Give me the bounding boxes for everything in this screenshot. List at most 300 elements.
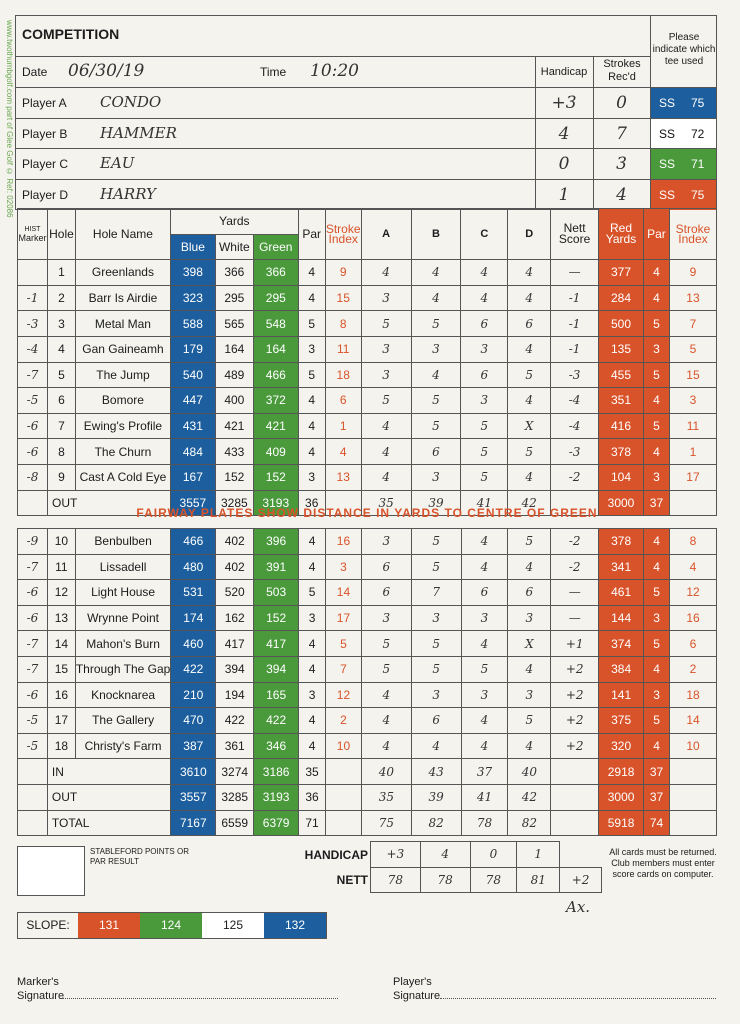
- hole-row: [18, 464, 717, 490]
- hole-number: 13: [47, 605, 75, 631]
- marker-score[interactable]: -7: [18, 656, 48, 682]
- score-d[interactable]: 4: [508, 388, 551, 414]
- hole-number: 15: [47, 656, 75, 682]
- score-b[interactable]: 3: [411, 682, 461, 708]
- score-d[interactable]: 3: [508, 682, 551, 708]
- score-b[interactable]: 4: [411, 260, 461, 286]
- hole-number: 8: [47, 439, 75, 465]
- player-strokes[interactable]: 7: [616, 123, 627, 144]
- sum-d[interactable]: 42: [508, 784, 551, 810]
- red-par: 5: [643, 311, 669, 337]
- red-yards: 141: [599, 682, 644, 708]
- red-par: 4: [644, 656, 670, 682]
- red-par: 4: [644, 733, 670, 759]
- nett-score[interactable]: -2: [551, 464, 599, 490]
- sum-si2-empty: [670, 759, 717, 785]
- score-a[interactable]: 4: [361, 682, 411, 708]
- marker-score[interactable]: -7: [18, 362, 48, 388]
- tee-box[interactable]: [651, 180, 716, 210]
- hole-name: Wrynne Point: [75, 605, 171, 631]
- red-par: 5: [644, 631, 670, 657]
- stroke-index: 10: [326, 733, 362, 759]
- handicap-nett-table: [370, 841, 602, 893]
- nett-score-total[interactable]: +2: [560, 867, 602, 893]
- hole-row: [18, 580, 717, 606]
- nett-a[interactable]: 78: [371, 867, 421, 893]
- marker-col-header: [18, 209, 48, 260]
- score-c[interactable]: 3: [461, 682, 508, 708]
- sum-nett-empty: [551, 784, 599, 810]
- hole-name: Cast A Cold Eye: [75, 464, 170, 490]
- date-value[interactable]: 06/30/19: [68, 61, 145, 81]
- player-signature-line[interactable]: [440, 998, 716, 999]
- sum-c[interactable]: 41: [461, 784, 508, 810]
- player-row: [16, 148, 716, 180]
- red-par: 3: [644, 682, 670, 708]
- sum-d[interactable]: 40: [508, 759, 551, 785]
- score-c[interactable]: 3: [461, 605, 508, 631]
- nett-score[interactable]: -2: [551, 529, 599, 555]
- sum-blue: 3610: [171, 759, 216, 785]
- sum-b[interactable]: 39: [411, 490, 461, 516]
- nett-d[interactable]: 81: [517, 867, 560, 893]
- green-yards: 421: [253, 413, 298, 439]
- yards-col-header: Yards: [170, 209, 298, 235]
- score-c[interactable]: 6: [461, 362, 508, 388]
- marker-score[interactable]: -6: [18, 580, 48, 606]
- nett-score[interactable]: -1: [551, 285, 599, 311]
- nett-score[interactable]: +1: [551, 631, 599, 657]
- stroke-index: 2: [326, 708, 362, 734]
- green-yards: 503: [254, 580, 299, 606]
- marker-score[interactable]: [18, 260, 48, 286]
- score-b[interactable]: 5: [411, 311, 461, 337]
- marker-score[interactable]: -1: [18, 285, 48, 311]
- score-a[interactable]: 5: [361, 656, 411, 682]
- nett-score[interactable]: -4: [551, 413, 599, 439]
- sum-si-empty: [326, 810, 362, 836]
- nett-label: NETT: [336, 873, 368, 887]
- score-c[interactable]: 6: [461, 580, 508, 606]
- score-b[interactable]: 5: [411, 656, 461, 682]
- red-stroke-index: 11: [669, 413, 716, 439]
- marker-score[interactable]: -6: [18, 605, 48, 631]
- handicap-empty: [560, 842, 602, 868]
- white-yards: 422: [216, 708, 254, 734]
- score-a[interactable]: 4: [361, 464, 411, 490]
- green-yards: 409: [253, 439, 298, 465]
- tee-box[interactable]: [651, 88, 716, 118]
- red-yards: 135: [599, 336, 644, 362]
- white-yards: 417: [216, 631, 254, 657]
- score-b[interactable]: 5: [411, 388, 461, 414]
- hole-number: 1: [47, 260, 75, 286]
- hole-name: Mahon's Burn: [75, 631, 171, 657]
- score-d[interactable]: 5: [508, 708, 551, 734]
- handicap-label: HANDICAP: [304, 848, 368, 862]
- score-a[interactable]: 4: [361, 413, 411, 439]
- white-yards: 394: [216, 656, 254, 682]
- score-b[interactable]: 6: [411, 708, 461, 734]
- sum-a[interactable]: 40: [361, 759, 411, 785]
- sum-green: 3186: [254, 759, 299, 785]
- score-a[interactable]: 5: [361, 388, 411, 414]
- score-d[interactable]: 5: [508, 362, 551, 388]
- red-yards: 384: [599, 656, 644, 682]
- handicap-a[interactable]: +3: [371, 842, 421, 868]
- red-yards-col-header: Red Yards: [599, 209, 644, 260]
- tee-label: SS: [659, 96, 676, 110]
- sum-a[interactable]: 75: [361, 810, 411, 836]
- player-strokes[interactable]: 4: [616, 184, 627, 205]
- score-c[interactable]: 4: [461, 733, 508, 759]
- sum-red-par: 37: [643, 490, 669, 516]
- sum-white: 3285: [215, 490, 253, 516]
- score-c[interactable]: 4: [461, 554, 508, 580]
- score-d[interactable]: 6: [508, 580, 551, 606]
- tee-label: SS: [659, 187, 676, 202]
- par: 4: [298, 388, 325, 414]
- hole-name: The Jump: [75, 362, 170, 388]
- sum-blue: 7167: [171, 810, 216, 836]
- sum-par: 71: [299, 810, 326, 836]
- sum-par: 36: [298, 490, 325, 516]
- score-d[interactable]: 4: [508, 733, 551, 759]
- red-stroke-index: 12: [670, 580, 717, 606]
- hole-number: 7: [47, 413, 75, 439]
- green-yards: 391: [254, 554, 299, 580]
- red-stroke-index: 15: [669, 362, 716, 388]
- score-b[interactable]: 3: [411, 336, 461, 362]
- score-b[interactable]: 7: [411, 580, 461, 606]
- par: 4: [298, 260, 325, 286]
- score-c[interactable]: 4: [461, 708, 508, 734]
- score-c[interactable]: 6: [461, 311, 508, 337]
- white-yards: 402: [216, 554, 254, 580]
- marker-score[interactable]: -6: [18, 413, 48, 439]
- red-stroke-index: 9: [669, 260, 716, 286]
- sum-blue: 3557: [171, 784, 216, 810]
- score-d[interactable]: 4: [508, 260, 551, 286]
- sum-si-empty: [326, 784, 362, 810]
- score-b[interactable]: 3: [411, 464, 461, 490]
- nett-b[interactable]: 78: [420, 867, 470, 893]
- white-yards: 433: [215, 439, 253, 465]
- sum-red-par: 74: [644, 810, 670, 836]
- score-c[interactable]: 5: [461, 413, 508, 439]
- blue-yards: 323: [170, 285, 215, 311]
- sum-b[interactable]: 82: [411, 810, 461, 836]
- score-d[interactable]: 4: [508, 285, 551, 311]
- hole-row: [18, 260, 717, 286]
- slope-green: 124: [140, 913, 202, 938]
- score-c[interactable]: 4: [461, 260, 508, 286]
- player-name[interactable]: EAU: [100, 154, 135, 172]
- nett-score[interactable]: -3: [551, 439, 599, 465]
- nett-score[interactable]: -4: [551, 388, 599, 414]
- player-name[interactable]: CONDO: [100, 93, 162, 111]
- score-d[interactable]: X: [508, 631, 551, 657]
- red-stroke-index: 3: [669, 388, 716, 414]
- blue-yards: 210: [171, 682, 216, 708]
- score-d[interactable]: 3: [508, 605, 551, 631]
- sum-c[interactable]: 37: [461, 759, 508, 785]
- green-yards: 152: [253, 464, 298, 490]
- score-c[interactable]: 4: [461, 631, 508, 657]
- red-yards: 455: [599, 362, 644, 388]
- white-yards: 565: [215, 311, 253, 337]
- white-col-header: White: [215, 234, 253, 260]
- stroke-index: 13: [325, 464, 361, 490]
- marker-score[interactable]: -6: [18, 439, 48, 465]
- player-strokes[interactable]: 0: [616, 93, 627, 113]
- score-c[interactable]: 5: [461, 656, 508, 682]
- score-d[interactable]: 4: [508, 656, 551, 682]
- score-a[interactable]: 6: [361, 580, 411, 606]
- marker-score[interactable]: -7: [18, 554, 48, 580]
- par2-col-header: Par: [643, 209, 669, 260]
- red-par: 5: [644, 580, 670, 606]
- score-b[interactable]: 4: [411, 285, 461, 311]
- blue-yards: 387: [171, 733, 216, 759]
- score-a[interactable]: 4: [361, 260, 411, 286]
- red-stroke-index: 16: [670, 605, 717, 631]
- score-c[interactable]: 3: [461, 388, 508, 414]
- stableford-label: STABLEFORD POINTS OR PAR RESULT: [90, 847, 189, 866]
- score-b[interactable]: 5: [411, 554, 461, 580]
- nett-score[interactable]: +2: [551, 733, 599, 759]
- nett-score[interactable]: +2: [551, 656, 599, 682]
- tee-label: SS: [659, 157, 676, 171]
- blue-yards: 174: [171, 605, 216, 631]
- side-credit: www.twothumbgolf.com part of Glee Golf © Ref: 02086: [5, 20, 14, 218]
- hole-row: [18, 336, 717, 362]
- score-c[interactable]: 3: [461, 336, 508, 362]
- par: 4: [299, 554, 326, 580]
- red-stroke-index: 8: [670, 529, 717, 555]
- red-stroke-index: 10: [670, 733, 717, 759]
- par: 4: [299, 529, 326, 555]
- sum-white: 3285: [216, 784, 254, 810]
- sum-red-yards: 2918: [599, 759, 644, 785]
- stroke-index: 12: [326, 682, 362, 708]
- nett-score[interactable]: +2: [551, 708, 599, 734]
- stableford-box[interactable]: [17, 846, 85, 896]
- sum-b[interactable]: 39: [411, 784, 461, 810]
- score-b[interactable]: 3: [411, 605, 461, 631]
- white-yards: 366: [215, 260, 253, 286]
- score-b[interactable]: 4: [411, 362, 461, 388]
- player-strokes[interactable]: 3: [616, 154, 627, 174]
- red-stroke-index: 13: [669, 285, 716, 311]
- red-yards: 284: [599, 285, 644, 311]
- score-d[interactable]: 5: [508, 439, 551, 465]
- marker-score[interactable]: -6: [18, 682, 48, 708]
- player-label: Player C: [22, 157, 69, 171]
- marker-label: Marker: [18, 233, 47, 244]
- hole-number: 6: [47, 388, 75, 414]
- slope-blue: 132: [264, 913, 326, 938]
- score-a[interactable]: 4: [361, 733, 411, 759]
- nett-score[interactable]: -2: [551, 554, 599, 580]
- nett-score[interactable]: —: [551, 580, 599, 606]
- hole-number: 18: [47, 733, 75, 759]
- par: 4: [299, 631, 326, 657]
- nett-c[interactable]: 78: [470, 867, 517, 893]
- red-stroke-index: 7: [669, 311, 716, 337]
- handicap-header: Handicap: [540, 66, 588, 78]
- red-par: 5: [643, 413, 669, 439]
- score-d[interactable]: 4: [508, 464, 551, 490]
- sum-green: 6379: [254, 810, 299, 836]
- handicap-d[interactable]: 1: [517, 842, 560, 868]
- red-par: 5: [644, 708, 670, 734]
- hole-name-col-header: Hole Name: [75, 209, 170, 260]
- sum-a[interactable]: 35: [361, 490, 411, 516]
- marker-score[interactable]: -5: [18, 708, 48, 734]
- tee-box[interactable]: [651, 119, 716, 149]
- score-b[interactable]: 6: [411, 439, 461, 465]
- hole-name: Bomore: [75, 388, 170, 414]
- blue-yards: 398: [170, 260, 215, 286]
- score-a[interactable]: 3: [361, 362, 411, 388]
- hole-row: [18, 708, 717, 734]
- sum-red-par: 37: [644, 759, 670, 785]
- score-a[interactable]: 3: [361, 529, 411, 555]
- stroke-index: 14: [326, 580, 362, 606]
- hole-row: [18, 605, 717, 631]
- blue-yards: 422: [171, 656, 216, 682]
- sum-d[interactable]: 42: [508, 490, 551, 516]
- red-par: 3: [644, 605, 670, 631]
- score-d[interactable]: X: [508, 413, 551, 439]
- out-row-2: [18, 784, 717, 810]
- marker-signature-line[interactable]: [62, 998, 338, 999]
- red-stroke-index: 17: [669, 464, 716, 490]
- player-handicap[interactable]: 0: [558, 154, 570, 174]
- nett-score[interactable]: —: [551, 260, 599, 286]
- hole-name: Gan Gaineamh: [75, 336, 170, 362]
- player-handicap[interactable]: 1: [558, 184, 570, 205]
- score-b[interactable]: 5: [411, 413, 461, 439]
- sum-b[interactable]: 43: [411, 759, 461, 785]
- player-handicap[interactable]: +3: [551, 93, 577, 113]
- nett-score[interactable]: -1: [551, 311, 599, 337]
- par: 5: [298, 311, 325, 337]
- white-yards: 400: [215, 388, 253, 414]
- red-par: 4: [644, 529, 670, 555]
- player-name[interactable]: HAMMER: [100, 123, 177, 142]
- sum-nett-empty: [551, 810, 599, 836]
- marker-score[interactable]: -7: [18, 631, 48, 657]
- score-c[interactable]: 5: [461, 464, 508, 490]
- green-yards: 366: [253, 260, 298, 286]
- marker-score[interactable]: -8: [18, 464, 48, 490]
- score-a[interactable]: 4: [361, 439, 411, 465]
- score-a[interactable]: 4: [361, 708, 411, 734]
- slope-white: 125: [202, 913, 264, 938]
- marker-score[interactable]: -5: [18, 388, 48, 414]
- score-b[interactable]: 5: [411, 631, 461, 657]
- handicap-c[interactable]: 0: [470, 842, 517, 868]
- nett-score[interactable]: -3: [551, 362, 599, 388]
- score-a[interactable]: 3: [361, 336, 411, 362]
- time-value[interactable]: 10:20: [310, 61, 359, 81]
- marker-score[interactable]: -5: [18, 733, 48, 759]
- tee-box[interactable]: [651, 149, 716, 179]
- nett-score[interactable]: -1: [551, 336, 599, 362]
- sum-green: 3193: [254, 784, 299, 810]
- score-d[interactable]: 4: [508, 336, 551, 362]
- score-a[interactable]: 5: [361, 311, 411, 337]
- sum-c[interactable]: 41: [461, 490, 508, 516]
- score-c[interactable]: 5: [461, 439, 508, 465]
- score-c[interactable]: 4: [461, 285, 508, 311]
- blue-yards: 588: [170, 311, 215, 337]
- score-a[interactable]: 5: [361, 631, 411, 657]
- blue-yards: 540: [170, 362, 215, 388]
- sum-red-yards: 3000: [599, 784, 644, 810]
- hole-row: [18, 529, 717, 555]
- par: 5: [299, 580, 326, 606]
- hole-row: [18, 362, 717, 388]
- score-c[interactable]: 4: [461, 529, 508, 555]
- white-yards: 520: [216, 580, 254, 606]
- hole-row: [18, 439, 717, 465]
- marker-score[interactable]: -9: [18, 529, 48, 555]
- par: 4: [298, 439, 325, 465]
- hole-name: The Churn: [75, 439, 170, 465]
- marker-score[interactable]: -3: [18, 311, 48, 337]
- stroke-index: 11: [325, 336, 361, 362]
- score-a[interactable]: 3: [361, 605, 411, 631]
- player-row: [16, 87, 716, 119]
- stroke-index: 4: [325, 439, 361, 465]
- handicap-b[interactable]: 4: [420, 842, 470, 868]
- score-d[interactable]: 6: [508, 311, 551, 337]
- red-yards: 104: [599, 464, 644, 490]
- blue-yards: 167: [170, 464, 215, 490]
- score-a[interactable]: 6: [361, 554, 411, 580]
- score-b[interactable]: 5: [411, 529, 461, 555]
- sum-c[interactable]: 78: [461, 810, 508, 836]
- score-d[interactable]: 5: [508, 529, 551, 555]
- hole-name: Christy's Farm: [75, 733, 171, 759]
- tee-value: 72: [691, 126, 705, 141]
- sum-a[interactable]: 35: [361, 784, 411, 810]
- player-handicap[interactable]: 4: [558, 123, 570, 144]
- si-col-header: Stroke Index: [325, 209, 361, 260]
- tee-value: 75: [691, 187, 705, 202]
- player-name[interactable]: HARRY: [100, 184, 156, 203]
- sum-d[interactable]: 82: [508, 810, 551, 836]
- player-label: Player B: [22, 126, 68, 141]
- white-yards: 152: [215, 464, 253, 490]
- hole-name: Lissadell: [75, 554, 171, 580]
- player-row: [16, 179, 716, 211]
- hole-number: 12: [47, 580, 75, 606]
- green-yards: 165: [254, 682, 299, 708]
- blue-yards: 470: [171, 708, 216, 734]
- score-a[interactable]: 3: [361, 285, 411, 311]
- marker-score[interactable]: -4: [18, 336, 48, 362]
- nett-score[interactable]: —: [551, 605, 599, 631]
- player-label: Player A: [22, 96, 67, 110]
- white-yards: 164: [215, 336, 253, 362]
- score-d[interactable]: 4: [508, 554, 551, 580]
- nett-score[interactable]: +2: [551, 682, 599, 708]
- score-b[interactable]: 4: [411, 733, 461, 759]
